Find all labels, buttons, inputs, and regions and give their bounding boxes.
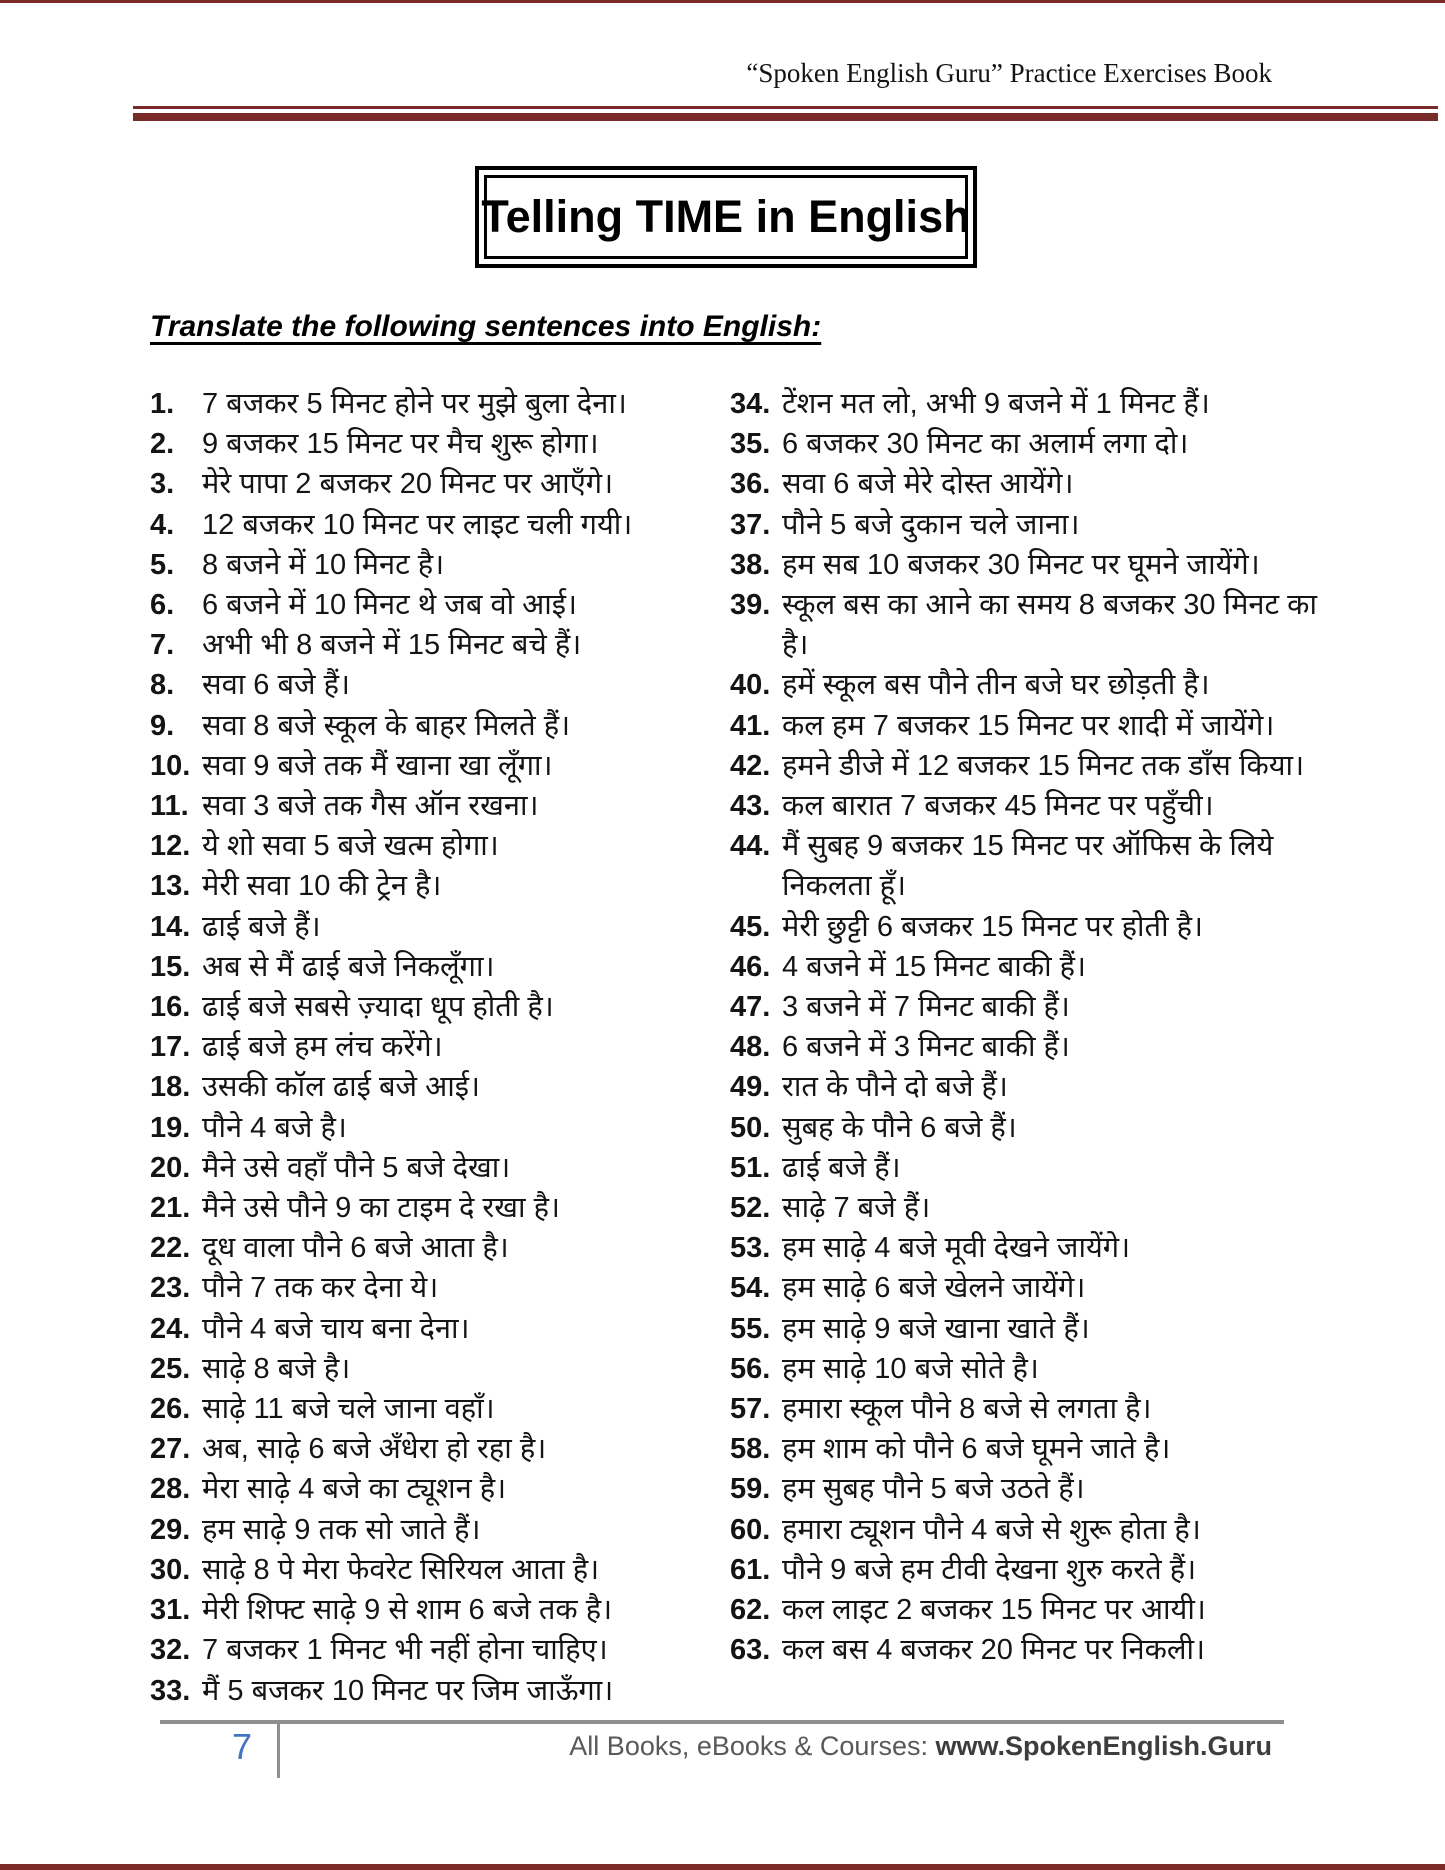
list-item <box>150 1148 728 1188</box>
item-text: अब, साढ़े 6 बजे अँधेरा हो रहा है। <box>202 1433 547 1466</box>
list-item <box>730 1550 1318 1590</box>
list-item <box>730 464 1318 504</box>
item-number: 14. <box>150 910 191 943</box>
item-number: 54. <box>730 1272 771 1305</box>
page-number: 7 <box>232 1726 253 1767</box>
item-number: 9. <box>150 709 175 742</box>
item-text: अब से मैं ढाई बजे निकलूँगा। <box>202 950 495 983</box>
item-text: साढ़े 8 पे मेरा फेवरेट सिरियल आता है। <box>202 1553 600 1586</box>
list-item <box>730 947 1318 987</box>
list-item <box>730 1027 1318 1067</box>
item-text: मेरी छुट्टी 6 बजकर 15 मिनट पर होती है। <box>782 910 1204 943</box>
list-item <box>730 665 1318 705</box>
item-text: ये शो सवा 5 बजे खत्म होगा। <box>202 830 499 863</box>
item-text: मेरी शिफ्ट साढ़े 9 से शाम 6 बजे तक है। <box>202 1594 613 1627</box>
item-text: मैं 5 बजकर 10 मिनट पर जिम जाऊँगा। <box>202 1674 614 1707</box>
list-item <box>150 1067 728 1107</box>
item-number: 49. <box>730 1071 771 1104</box>
item-number: 33. <box>150 1674 191 1707</box>
list-item <box>150 1389 728 1429</box>
list-item <box>150 826 728 866</box>
header-divider-thick-line <box>133 113 1438 121</box>
item-text: 6 बजने में 10 मिनट थे जब वो आई। <box>202 589 578 622</box>
item-number: 7. <box>150 629 175 662</box>
item-text: 6 बजने में 3 मिनट बाकी हैं। <box>782 1031 1070 1064</box>
item-text: सवा 8 बजे स्कूल के बाहर मिलते हैं। <box>202 709 571 742</box>
item-number: 5. <box>150 548 175 581</box>
item-number: 8. <box>150 669 175 702</box>
item-text: सवा 9 बजे तक मैं खाना खा लूँगा। <box>202 749 553 782</box>
list-item <box>730 1349 1318 1389</box>
list-item <box>150 947 728 987</box>
item-text: हमें स्कूल बस पौने तीन बजे घर छोड़ती है। <box>782 669 1210 702</box>
item-number: 12. <box>150 830 191 863</box>
item-text: 9 बजकर 15 मिनट पर मैच शुरू होगा। <box>202 428 599 461</box>
item-number: 24. <box>150 1312 191 1345</box>
footer-text <box>569 1731 1272 1762</box>
item-text: दूध वाला पौने 6 बजे आता है। <box>202 1232 509 1265</box>
item-number: 55. <box>730 1312 771 1345</box>
item-number: 26. <box>150 1393 191 1426</box>
instruction-heading: Translate the following sentences into English: <box>150 310 822 343</box>
item-text: साढ़े 7 बजे हैं। <box>782 1192 931 1225</box>
item-number: 46. <box>730 950 771 983</box>
item-text: सवा 6 बजे मेरे दोस्त आयेंगे। <box>782 468 1074 501</box>
item-number: 2. <box>150 428 175 461</box>
item-number: 45. <box>730 910 771 943</box>
list-item <box>150 987 728 1027</box>
item-text: पौने 5 बजे दुकान चले जाना। <box>782 508 1080 541</box>
list-item <box>730 585 1318 665</box>
item-number: 41. <box>730 709 771 742</box>
item-number: 63. <box>730 1634 771 1667</box>
item-number: 17. <box>150 1031 191 1064</box>
list-item <box>150 505 728 545</box>
item-text: पौने 4 बजे चाय बना देना। <box>202 1312 470 1345</box>
list-item <box>150 1429 728 1469</box>
list-item <box>730 545 1318 585</box>
item-number: 40. <box>730 669 771 702</box>
item-text: हम सुबह पौने 5 बजे उठते हैं। <box>782 1473 1085 1506</box>
item-number: 38. <box>730 548 771 581</box>
list-item <box>150 384 728 424</box>
item-text: अभी भी 8 बजने में 15 मिनट बचे हैं। <box>202 629 582 662</box>
item-text: पौने 7 तक कर देना ये। <box>202 1272 439 1305</box>
list-item <box>150 1349 728 1389</box>
item-text: मैने उसे वहाँ पौने 5 बजे देखा। <box>202 1151 511 1184</box>
list-item <box>150 545 728 585</box>
list-item <box>150 625 728 665</box>
list-item <box>150 786 728 826</box>
item-number: 20. <box>150 1151 191 1184</box>
exercise-list-left <box>150 384 728 1711</box>
item-number: 18. <box>150 1071 191 1104</box>
item-number: 29. <box>150 1513 191 1546</box>
item-number: 57. <box>730 1393 771 1426</box>
item-text: रात के पौने दो बजे हैं। <box>782 1071 1008 1104</box>
footer-label: All Books, eBooks & Courses: <box>569 1731 936 1761</box>
list-item <box>730 907 1318 947</box>
list-item <box>150 1309 728 1349</box>
list-item <box>150 1590 728 1630</box>
list-item <box>150 1630 728 1670</box>
list-item <box>730 1389 1318 1429</box>
item-number: 62. <box>730 1594 771 1627</box>
item-text: ढाई बजे सबसे ज़्यादा धूप होती है। <box>202 991 554 1024</box>
item-text: मेरा साढ़े 4 बजे का ट्यूशन है। <box>202 1473 507 1506</box>
list-item <box>150 665 728 705</box>
item-number: 52. <box>730 1192 771 1225</box>
item-number: 47. <box>730 991 771 1024</box>
list-item <box>730 1228 1318 1268</box>
item-text: 7 बजकर 1 मिनट भी नहीं होना चाहिए। <box>202 1634 608 1667</box>
item-text: सुबह के पौने 6 बजे हैं। <box>782 1111 1017 1144</box>
item-text: ढाई बजे हम लंच करेंगे। <box>202 1031 443 1064</box>
item-number: 3. <box>150 468 175 501</box>
item-number: 4. <box>150 508 175 541</box>
list-item <box>150 866 728 906</box>
item-number: 10. <box>150 749 191 782</box>
list-item <box>730 826 1318 906</box>
item-number: 25. <box>150 1352 191 1385</box>
item-text: मैने उसे पौने 9 का टाइम दे रखा है। <box>202 1192 560 1225</box>
item-text: पौने 9 बजे हम टीवी देखना शुरु करते हैं। <box>782 1553 1197 1586</box>
item-number: 59. <box>730 1473 771 1506</box>
item-number: 6. <box>150 589 175 622</box>
item-number: 48. <box>730 1031 771 1064</box>
list-item <box>150 1188 728 1228</box>
item-text: साढ़े 11 बजे चले जाना वहाँ। <box>202 1393 495 1426</box>
item-text: मैं सुबह 9 बजकर 15 मिनट पर ऑफिस के लिये निकलता हूँ। <box>782 830 1274 903</box>
item-text: सवा 6 बजे हैं। <box>202 669 351 702</box>
item-text: पौने 4 बजे है। <box>202 1111 347 1144</box>
list-item <box>730 384 1318 424</box>
item-number: 28. <box>150 1473 191 1506</box>
item-number: 27. <box>150 1433 191 1466</box>
item-number: 35. <box>730 428 771 461</box>
item-number: 23. <box>150 1272 191 1305</box>
list-item <box>730 1148 1318 1188</box>
item-number: 32. <box>150 1634 191 1667</box>
item-number: 42. <box>730 749 771 782</box>
item-text: 4 बजने में 15 मिनट बाकी हैं। <box>782 950 1087 983</box>
list-item <box>150 1510 728 1550</box>
item-text: कल लाइट 2 बजकर 15 मिनट पर आयी। <box>782 1594 1206 1627</box>
list-item <box>730 1510 1318 1550</box>
list-item <box>150 746 728 786</box>
item-text: स्कूल बस का आने का समय 8 बजकर 30 मिनट का है। <box>782 589 1317 662</box>
item-number: 60. <box>730 1513 771 1546</box>
footer-divider <box>160 1720 1284 1724</box>
list-item <box>730 786 1318 826</box>
item-number: 50. <box>730 1111 771 1144</box>
list-item <box>730 1108 1318 1148</box>
list-item <box>150 706 728 746</box>
exercise-list-right <box>730 384 1318 1671</box>
footer-site-url: www.SpokenEnglish.Guru <box>935 1731 1272 1761</box>
page-title: Telling TIME in English <box>481 191 971 242</box>
item-number: 30. <box>150 1553 191 1586</box>
list-item <box>730 1309 1318 1349</box>
page-number-divider <box>277 1720 280 1778</box>
list-item <box>150 424 728 464</box>
item-number: 51. <box>730 1151 771 1184</box>
list-item <box>730 987 1318 1027</box>
item-number: 53. <box>730 1232 771 1265</box>
item-text: ढाई बजे हैं। <box>202 910 321 943</box>
list-item <box>730 424 1318 464</box>
list-item <box>150 1469 728 1509</box>
item-text: कल बस 4 बजकर 20 मिनट पर निकली। <box>782 1634 1206 1667</box>
header-divider <box>133 106 1438 121</box>
bottom-edge-strip <box>0 1864 1445 1870</box>
item-text: कल बारात 7 बजकर 45 मिनट पर पहुँची। <box>782 790 1214 823</box>
item-text: 8 बजने में 10 मिनट है। <box>202 548 445 581</box>
list-item <box>730 1188 1318 1228</box>
item-number: 43. <box>730 790 771 823</box>
item-number: 36. <box>730 468 771 501</box>
item-text: 7 बजकर 5 मिनट होने पर मुझे बुला देना। <box>202 388 627 420</box>
item-text: हम साढ़े 9 बजे खाना खाते हैं। <box>782 1312 1090 1345</box>
item-number: 44. <box>730 830 771 863</box>
item-text: हमारा ट्यूशन पौने 4 बजे से शुरू होता है। <box>782 1513 1201 1546</box>
book-header: “Spoken English Guru” Practice Exercises Book <box>746 58 1272 88</box>
item-text: हम साढ़े 9 तक सो जाते हैं। <box>202 1513 481 1546</box>
item-text: 6 बजकर 30 मिनट का अलार्म लगा दो। <box>782 428 1189 461</box>
item-number: 19. <box>150 1111 191 1144</box>
list-item <box>730 1590 1318 1630</box>
item-number: 31. <box>150 1594 191 1627</box>
item-text: मेरे पापा 2 बजकर 20 मिनट पर आएँगे। <box>202 468 614 501</box>
item-text: हम साढ़े 10 बजे सोते है। <box>782 1352 1039 1385</box>
list-item <box>730 746 1318 786</box>
item-text: हमारा स्कूल पौने 8 बजे से लगता है। <box>782 1393 1152 1426</box>
item-text: हम सब 10 बजकर 30 मिनट पर घूमने जायेंगे। <box>782 548 1260 581</box>
item-number: 11. <box>150 790 189 823</box>
list-item <box>730 1429 1318 1469</box>
item-text: ढाई बजे हैं। <box>782 1151 901 1184</box>
item-text: टेंशन मत लो, अभी 9 बजने में 1 मिनट हैं। <box>782 388 1210 420</box>
item-text: मेरी सवा 10 की ट्रेन है। <box>202 870 442 903</box>
list-item <box>150 1108 728 1148</box>
item-text: 3 बजने में 7 मिनट बाकी हैं। <box>782 991 1070 1024</box>
list-item <box>150 907 728 947</box>
item-number: 39. <box>730 589 771 622</box>
item-number: 13. <box>150 870 191 903</box>
item-text: हम साढ़े 4 बजे मूवी देखने जायेंगे। <box>782 1232 1131 1265</box>
item-text: उसकी कॉल ढाई बजे आई। <box>202 1071 480 1104</box>
item-number: 61. <box>730 1553 771 1586</box>
list-item <box>150 464 728 504</box>
item-number: 22. <box>150 1232 191 1265</box>
item-number: 15. <box>150 950 191 983</box>
item-text: हम साढ़े 6 बजे खेलने जायेंगे। <box>782 1272 1086 1305</box>
item-text: साढ़े 8 बजे है। <box>202 1352 351 1385</box>
item-text: हमने डीजे में 12 बजकर 15 मिनट तक डाँस किया। <box>782 749 1305 782</box>
item-number: 37. <box>730 508 771 541</box>
list-item <box>150 1027 728 1067</box>
item-number: 21. <box>150 1192 191 1225</box>
list-item <box>730 505 1318 545</box>
item-number: 56. <box>730 1352 771 1385</box>
item-text: हम शाम को पौने 6 बजे घूमने जाते है। <box>782 1433 1171 1466</box>
list-item <box>150 1268 728 1308</box>
list-item <box>150 585 728 625</box>
list-item <box>150 1671 728 1711</box>
list-item <box>150 1550 728 1590</box>
list-item <box>730 1268 1318 1308</box>
title-box-inner-border <box>481 175 971 259</box>
item-number: 58. <box>730 1433 771 1466</box>
item-number: 1. <box>150 388 175 420</box>
item-number: 34. <box>730 388 771 420</box>
top-edge-strip <box>0 0 1445 3</box>
list-item <box>730 706 1318 746</box>
list-item <box>730 1469 1318 1509</box>
item-text: कल हम 7 बजकर 15 मिनट पर शादी में जायेंगे। <box>782 709 1275 742</box>
item-number: 16. <box>150 991 191 1024</box>
list-item <box>730 1067 1318 1107</box>
list-item <box>730 1630 1318 1670</box>
item-text: 12 बजकर 10 मिनट पर लाइट चली गयी। <box>202 508 633 541</box>
list-item <box>150 1228 728 1268</box>
title-box <box>475 166 977 268</box>
item-text: सवा 3 बजे तक गैस ऑन रखना। <box>202 790 539 823</box>
